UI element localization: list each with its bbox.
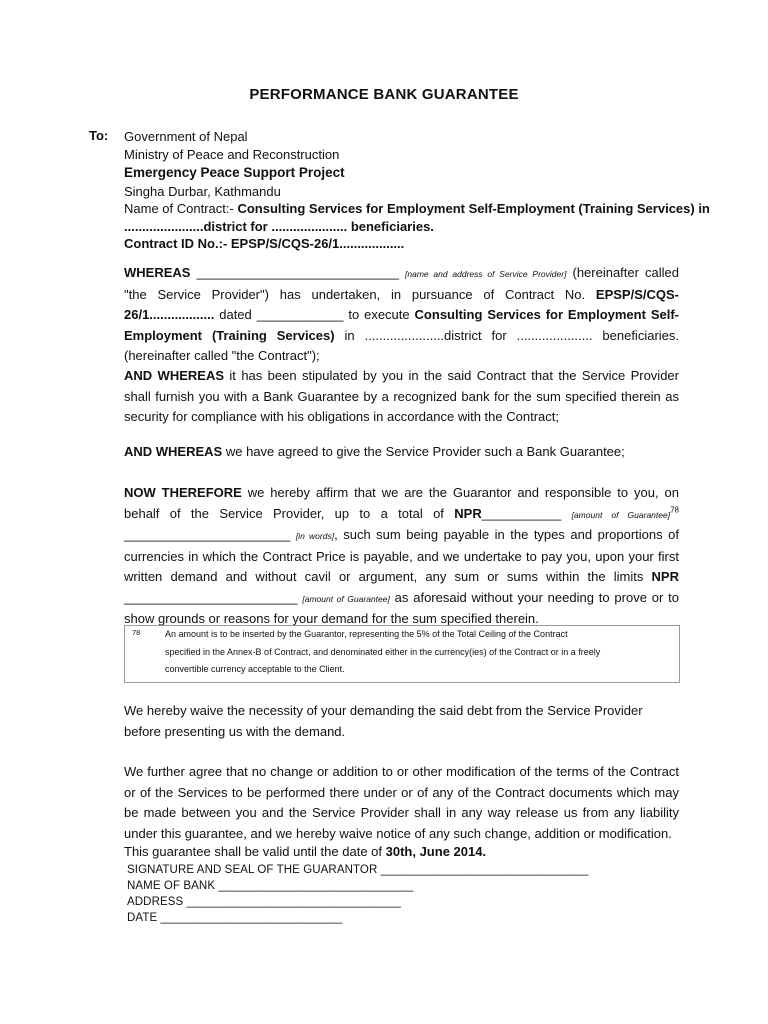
whereas-note: [name and address of Service Provider] xyxy=(405,269,567,279)
validity-line xyxy=(124,842,679,863)
contract-id: Contract ID No.:- EPSP/S/CQS-26/1.................. xyxy=(124,236,405,251)
recipient-address xyxy=(124,128,710,253)
footnote-number: 78 xyxy=(132,628,141,637)
amount-words-blank: _______________________ xyxy=(124,527,291,542)
now-therefore-paragraph xyxy=(124,483,679,630)
and-whereas-text-1: it has been stipulated by you in the said Contract that the Service Provider shall furnish you with a Bank Guarantee by a recognized bank for the sum specified therein as security for compliance with his obligations in accordance with the Contract; xyxy=(124,368,679,424)
footnote-box xyxy=(124,625,680,683)
to-label: To: xyxy=(89,128,109,143)
amount-blank-3: ________________________ xyxy=(124,589,298,605)
document-title: PERFORMANCE BANK GUARANTEE xyxy=(249,86,519,103)
amount-note-3: [amount of Guarantee] xyxy=(302,593,390,604)
waive-paragraph: We hereby waive the necessity of your demanding the said debt from the Service Provider before presenting us with the demand. xyxy=(124,703,643,739)
footnote-line-1: An amount is to be inserted by the Guarantor, representing the 5% of the Total Ceiling of the Contract xyxy=(165,629,568,639)
contract-name xyxy=(124,200,710,218)
and-whereas-lead-2: AND WHEREAS xyxy=(124,444,223,459)
whereas-execute: to execute xyxy=(348,307,410,322)
whereas-dated-blank: ____________ xyxy=(256,307,344,322)
whereas-contract-no: EPSP/S/CQS-26/1.................. xyxy=(124,286,679,322)
address-line-ministry: Ministry of Peace and Reconstruction xyxy=(124,146,340,162)
signature-line: SIGNATURE AND SEAL OF THE GUARANTOR ________________________________ xyxy=(127,864,589,876)
whereas-in: in ......................district for ..................... beneficiaries. (hereinafter called "the Contract"); xyxy=(124,327,679,363)
further-paragraph xyxy=(124,762,679,844)
address-line-location: Singha Durbar, Kathmandu xyxy=(124,183,281,199)
now-therefore-lead: NOW THEREFORE xyxy=(124,485,242,500)
contract-name-line2: ......................district for ..................... beneficiaries. xyxy=(124,218,434,234)
and-whereas-lead-1: AND WHEREAS xyxy=(124,368,225,383)
now-therefore-text2: , such sum being payable in the types and proportions of currencies in which the Contract Price is payable, and we undertake to pay you, upon your first written demand and without cavil or argument, any sum or sums within the limits xyxy=(124,527,679,584)
footnote-line-3: convertible currency acceptable to the Client. xyxy=(165,664,345,674)
contract-name-prefix: Name of Contract:- xyxy=(124,201,238,216)
address-line: ADDRESS _________________________________ xyxy=(127,896,401,908)
validity-date: 30th, June 2014. xyxy=(385,844,487,859)
and-whereas-paragraph-1 xyxy=(124,366,679,428)
whereas-blank: ____________________________ xyxy=(196,265,399,280)
whereas-dated: dated xyxy=(219,307,252,322)
further-text: We further agree that no change or addition to or other modification of the terms of the Contract or of the Services to be performed there under or of any of the Contract documents which may be made between you and the Service Provider shall in any way release us from any liability under this guarantee, and we hereby waive notice of any such change, addition or modification. xyxy=(124,764,679,841)
validity-prefix: This guarantee shall be valid until the date of xyxy=(124,844,386,859)
bank-name-line: NAME OF BANK ______________________________ xyxy=(127,880,414,892)
footnote-line-2: specified in the Annex-B of Contract, and denominated either in the currency(ies) of the Contract or in a freely xyxy=(165,646,601,657)
whereas-paragraph xyxy=(124,263,679,367)
address-line-project: Emergency Peace Support Project xyxy=(124,165,345,180)
npr-label-2: NPR xyxy=(651,569,679,584)
whereas-services: Consulting Services for Employment Self-Employment (Training Services) xyxy=(124,307,679,343)
contract-name-value: Consulting Services for Employment Self-Employment (Training Services) in xyxy=(237,201,710,216)
whereas-lead: WHEREAS xyxy=(124,265,191,280)
date-line: DATE ____________________________ xyxy=(127,912,343,924)
footnote-ref: 78 xyxy=(670,505,679,515)
address-line-government: Government of Nepal xyxy=(124,129,248,144)
now-therefore-text3: as aforesaid without your needing to prove or to show grounds or reasons for your demand for the sum specified therein. xyxy=(124,589,679,626)
whereas-after: (hereinafter called "the Service Provider") has undertaken, in pursuance of Contract No. xyxy=(124,265,679,302)
amount-words-note: [in words] xyxy=(295,531,335,541)
npr-label-1: NPR xyxy=(454,505,482,521)
and-whereas-paragraph-2 xyxy=(124,442,679,463)
amount-blank-1: ___________ xyxy=(481,505,562,521)
now-therefore-text1: we hereby affirm that we are the Guarantor and responsible to you, on behalf of the Service Provider, up to a total of xyxy=(124,485,679,521)
and-whereas-text-2: we have agreed to give the Service Provider such a Bank Guarantee; xyxy=(225,444,625,459)
amount-note-1: [amount of Guarantee] xyxy=(571,509,671,520)
